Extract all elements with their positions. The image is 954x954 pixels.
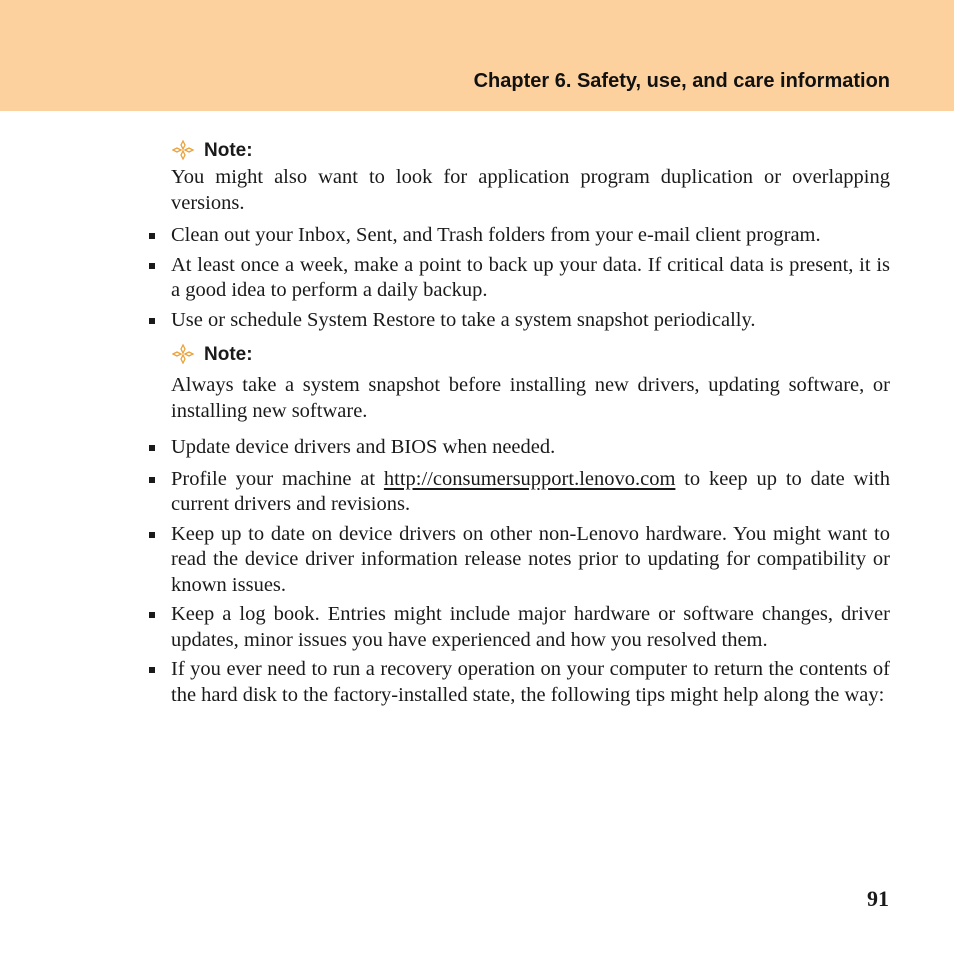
bullet-square-icon bbox=[149, 532, 155, 538]
consumer-support-link[interactable]: http://consumersupport.lenovo.com bbox=[383, 467, 676, 490]
list-item-text: Clean out your Inbox, Sent, and Trash folders from your e-mail client program. bbox=[171, 224, 821, 246]
tips-list bbox=[171, 435, 890, 708]
bullet-square-icon bbox=[149, 263, 155, 269]
list-item-text-end: to keep up to date with current drivers and revisions. bbox=[171, 467, 890, 515]
header-band bbox=[0, 0, 954, 111]
bullet-square-icon bbox=[149, 233, 155, 239]
list-item-text-start: Profile your machine at bbox=[171, 467, 384, 490]
list-item bbox=[171, 522, 890, 599]
note-label: Note: bbox=[204, 140, 253, 161]
list-item bbox=[171, 657, 890, 708]
list-item bbox=[171, 308, 890, 334]
four-diamond-star-icon bbox=[172, 344, 194, 364]
bullet-square-icon bbox=[149, 318, 155, 324]
list-item bbox=[171, 223, 890, 249]
list-item bbox=[171, 602, 890, 653]
note-text: You might also want to look for application program duplication or overlapping versions. bbox=[171, 166, 890, 214]
tips-list bbox=[171, 223, 890, 333]
page-number: 91 bbox=[867, 886, 889, 911]
bullet-square-icon bbox=[149, 445, 155, 451]
bullet-square-icon bbox=[149, 612, 155, 618]
note-heading bbox=[171, 342, 890, 367]
list-item bbox=[171, 467, 890, 518]
note-label: Note: bbox=[204, 344, 253, 365]
list-item-text: Update device drivers and BIOS when needed. bbox=[171, 436, 556, 458]
list-item bbox=[171, 435, 890, 461]
list-item-text: Keep a log book. Entries might include major hardware or software changes, driver updates, minor issues you have experienced and how you resolved them. bbox=[171, 603, 890, 651]
list-item bbox=[171, 253, 890, 304]
list-item-text: If you ever need to run a recovery operation on your computer to return the contents of the hard disk to the factory-installed state, the following tips might help along the way: bbox=[171, 658, 890, 706]
page-content bbox=[171, 138, 890, 708]
bullet-square-icon bbox=[149, 667, 155, 673]
list-item-text: At least once a week, make a point to back up your data. If critical data is present, it is a good idea to perform a daily backup. bbox=[171, 253, 890, 301]
four-diamond-star-icon bbox=[172, 140, 194, 160]
note-text: Always take a system snapshot before installing new drivers, updating software, or installing new software. bbox=[171, 374, 890, 422]
list-item-text: Keep up to date on device drivers on other non-Lenovo hardware. You might want to read the device driver information release notes prior to updating for compatibility or known issues. bbox=[171, 522, 890, 596]
chapter-title: Chapter 6. Safety, use, and care information bbox=[473, 70, 890, 92]
note-heading bbox=[171, 138, 890, 163]
list-item-text: Use or schedule System Restore to take a system snapshot periodically. bbox=[171, 308, 756, 331]
bullet-square-icon bbox=[149, 477, 155, 483]
list-item-text bbox=[171, 468, 890, 516]
